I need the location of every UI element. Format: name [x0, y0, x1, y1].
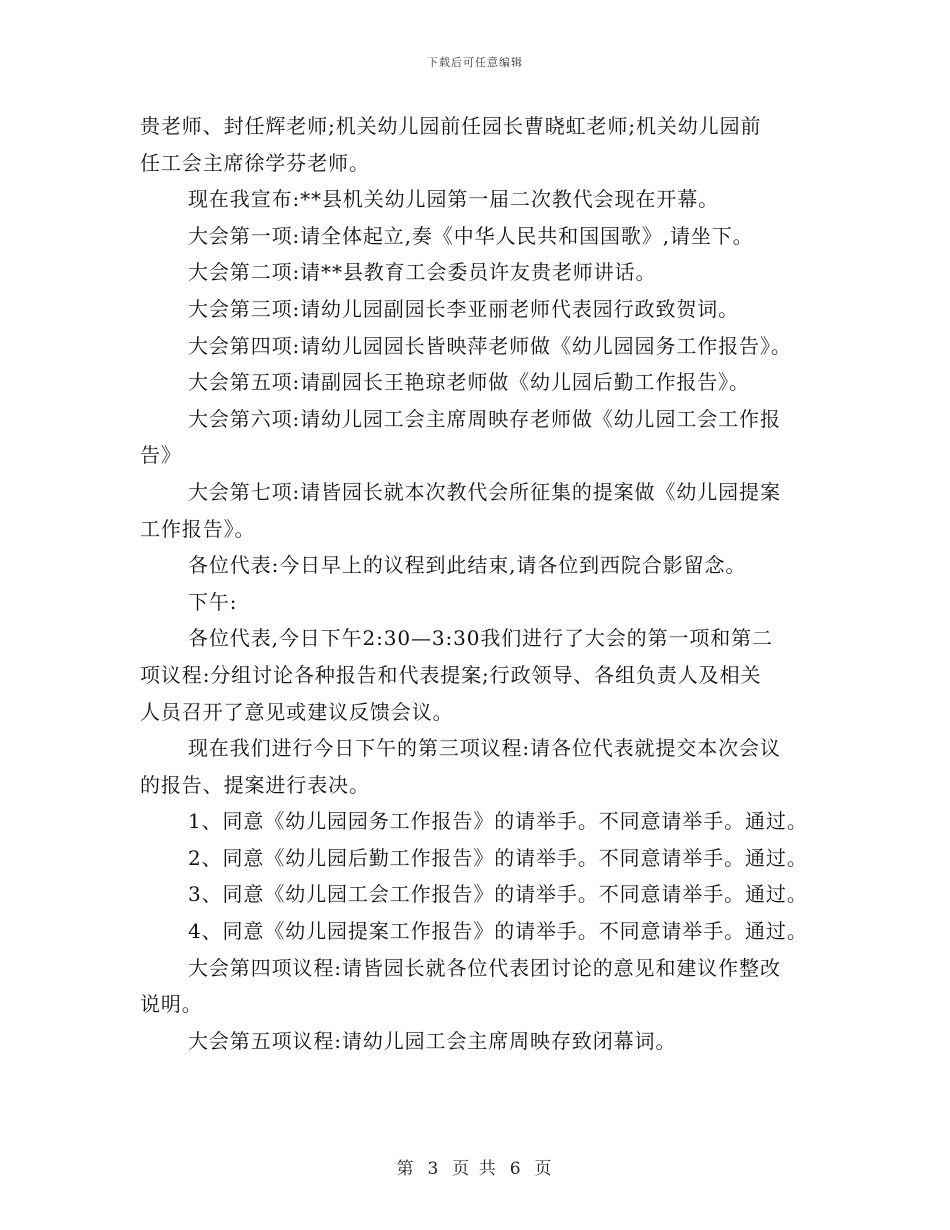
paragraph-line: 大会第六项:请幼儿园工会主席周映存老师做《幼儿园工会工作报	[188, 406, 781, 431]
paragraph-line: 大会第七项:请皆园长就本次教代会所征集的提案做《幼儿园提案	[188, 479, 781, 504]
paragraph-line: 大会第四项:请幼儿园园长皆映萍老师做《幼儿园园务工作报告》。	[188, 333, 792, 358]
paragraph-line: 项议程:分组讨论各种报告和代表提案;行政领导、各组负责人及相关	[140, 662, 762, 687]
paragraph-line: 大会第三项:请幼儿园副园长李亚丽老师代表园行政致贺词。	[188, 296, 740, 321]
page-footer	[0, 1154, 950, 1179]
paragraph-line: 2、同意《幼儿园后勤工作报告》的请举手。不同意请举手。通过。	[188, 845, 808, 870]
total-pages-number: 6	[509, 1159, 523, 1179]
page-label: 第	[396, 1159, 416, 1179]
paragraph-line: 大会第一项:请全体起立,奏《中华人民共和国国歌》,请坐下。	[188, 223, 754, 248]
paragraph-line: 的报告、提案进行表决。	[140, 772, 370, 797]
document-body	[140, 108, 830, 1059]
current-page-number: 3	[427, 1159, 441, 1179]
paragraph-line: 现在我宣布:**县机关幼儿园第一届二次教代会现在开幕。	[188, 187, 720, 212]
paragraph-line: 大会第五项:请副园长王艳琼老师做《幼儿园后勤工作报告》。	[188, 370, 750, 395]
paragraph-line: 告》	[140, 443, 182, 468]
paragraph-line: 现在我们进行今日下午的第三项议程:请各位代表就提交本次会议	[188, 736, 781, 761]
paragraph-line: 大会第五项议程:请幼儿园工会主席周映存致闭幕词。	[188, 1028, 677, 1053]
paragraph-line: 1、同意《幼儿园园务工作报告》的请举手。不同意请举手。通过。	[188, 809, 808, 834]
page-header: 下载后可任意编辑	[427, 56, 523, 69]
paragraph-line: 人员召开了意见或建议反馈会议。	[140, 699, 454, 724]
paragraph-line: 下午:	[188, 589, 238, 614]
page-end-label: 页	[534, 1159, 554, 1179]
paragraph-line: 大会第四项议程:请皆园长就各位代表团讨论的意见和建议作整改	[188, 955, 781, 980]
paragraph-line: 任工会主席徐学芬老师。	[140, 150, 370, 175]
paragraph-line: 说明。	[140, 992, 203, 1017]
paragraph-line: 各位代表,今日下午2:30—3:30我们进行了大会的第一项和第二	[188, 626, 773, 651]
paragraph-line: 各位代表:今日早上的议程到此结束,请各位到西院合影留念。	[188, 553, 747, 578]
paragraph-line: 4、同意《幼儿园提案工作报告》的请举手。不同意请举手。通过。	[188, 919, 808, 944]
paragraph-line: 大会第二项:请**县教育工会委员许友贵老师讲话。	[188, 260, 657, 285]
paragraph-line: 3、同意《幼儿园工会工作报告》的请举手。不同意请举手。通过。	[188, 882, 808, 907]
paragraph-line: 工作报告》。	[140, 516, 256, 541]
page-of-label: 页 共	[452, 1159, 498, 1179]
paragraph-line: 贵老师、封任辉老师;机关幼儿园前任园长曹晓虹老师;机关幼儿园前	[140, 114, 762, 138]
